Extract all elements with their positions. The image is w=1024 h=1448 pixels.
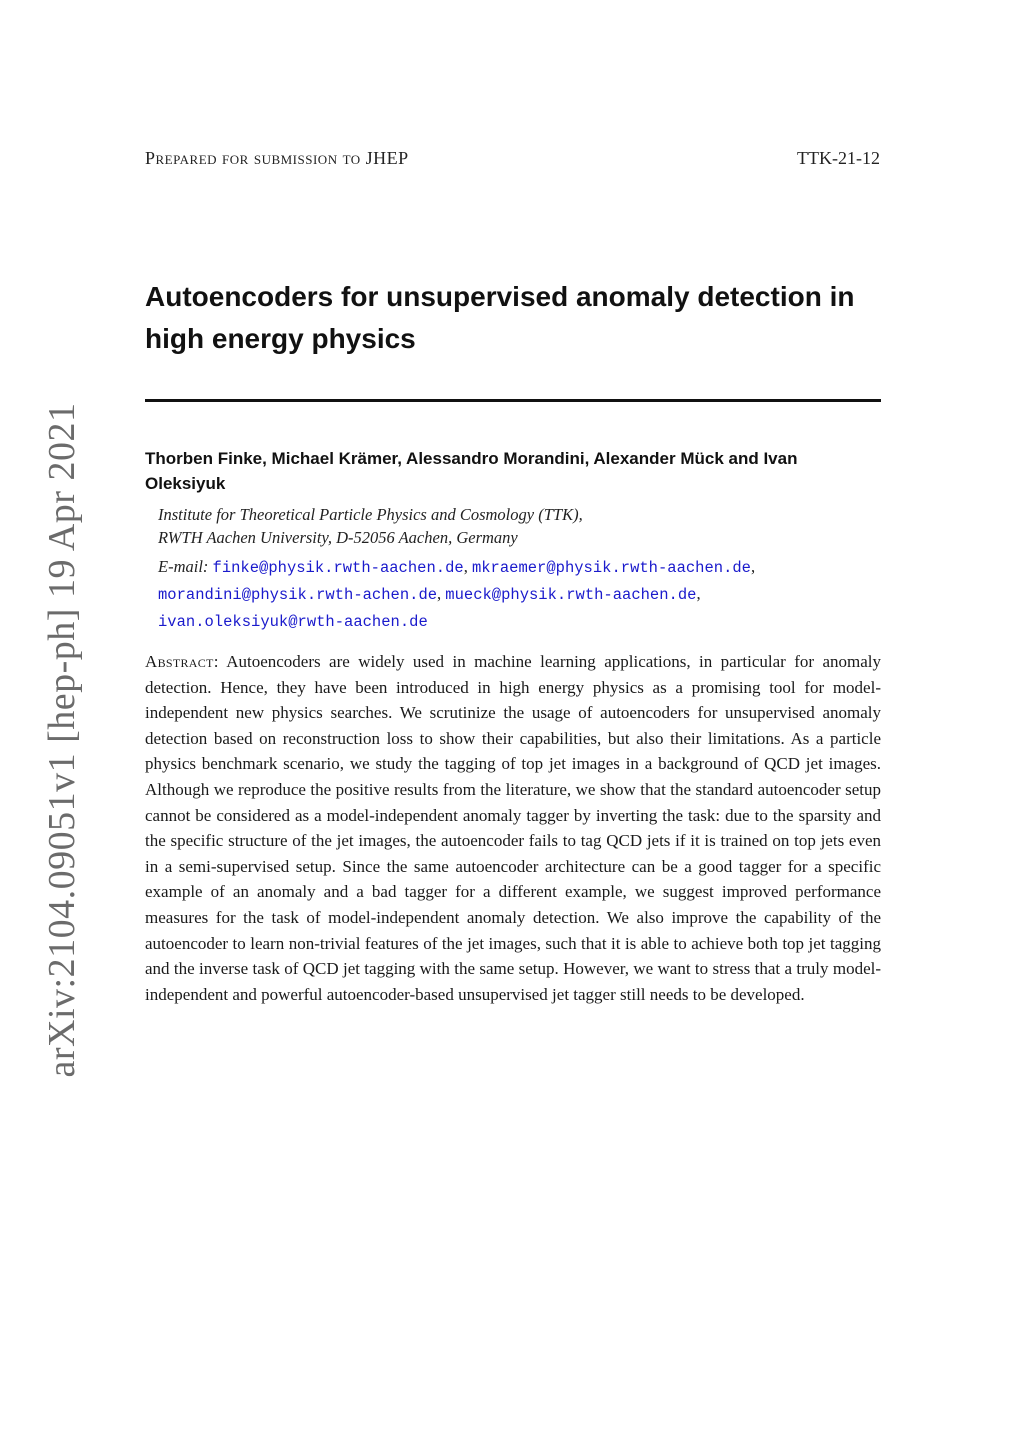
email-label: E-mail:: [158, 557, 209, 576]
title-line-2: high energy physics: [145, 323, 416, 354]
title-line-1: Autoencoders for unsupervised anomaly detection in: [145, 281, 855, 312]
abstract-text: Autoencoders are widely used in machine learning applications, in particular for anomaly detection. Hence, they have been introduced in high energy physics as a promising tool for model-independent new physics searches. We scrutinize the usage of autoencoders for unsupervised anomaly detection based on reconstruction loss to show their capabilities, but also their limitations. As a particle physics benchmark scenario, we study the tagging of top jet images in a background of QCD jet images. Although we reproduce the positive results from the literature, we show that the standard autoencoder setup cannot be considered as a model-independent anomaly tagger by inverting the task: due to the sparsity and the specific structure of the jet images, the autoencoder fails to tag QCD jets if it is trained on top jets even in a semi-supervised setup. Since the same autoencoder architecture can be a good tagger for a specific example of an anomaly and a bad tagger for a different example, we suggest improved performance measures for the task of model-independent anomaly detection. We also improve the capability of the autoencoder to learn non-trivial features of the jet images, such that it is able to achieve both top jet tagging and the inverse task of QCD jet tagging with the same setup. However, we want to stress that a truly model-independent and powerful autoencoder-based unsupervised jet tagger still needs to be developed.: [145, 652, 881, 1004]
email-link-mueck[interactable]: mueck@physik.rwth-aachen.de: [445, 586, 697, 604]
email-link-oleksiyuk[interactable]: ivan.oleksiyuk@rwth-aachen.de: [158, 613, 428, 631]
author-list: Thorben Finke, Michael Krämer, Alessandro Morandini, Alexander Mück and Ivan Oleksiyuk: [145, 449, 798, 493]
email-block: E-mail: finke@physik.rwth-aachen.de, mkraemer@physik.rwth-aachen.de, morandini@physik.rwth-achen.de, mueck@physik.rwth-aachen.de, ivan.oleksiyuk@rwth-aachen.de: [158, 557, 756, 631]
email-link-morandini[interactable]: morandini@physik.rwth-achen.de: [158, 586, 438, 604]
email-link-finke[interactable]: finke@physik.rwth-aachen.de: [212, 559, 464, 577]
abstract-label: Abstract:: [145, 652, 219, 671]
affiliation-line-1: Institute for Theoretical Particle Physics and Cosmology (TTK),: [158, 505, 583, 524]
title-divider: [145, 399, 881, 402]
arxiv-identifier-stamp: arXiv:2104.09051v1 [hep-ph] 19 Apr 2021: [41, 402, 83, 1078]
paper-title: [145, 276, 885, 360]
affiliation-line-2: RWTH Aachen University, D-52056 Aachen, Germany: [158, 528, 518, 547]
affiliation: [158, 503, 583, 549]
journal-header: Prepared for submission to JHEP: [145, 148, 409, 168]
email-link-kraemer[interactable]: mkraemer@physik.rwth-aachen.de: [471, 559, 751, 577]
abstract: [145, 649, 881, 1007]
preprint-number: TTK-21-12: [797, 148, 880, 168]
